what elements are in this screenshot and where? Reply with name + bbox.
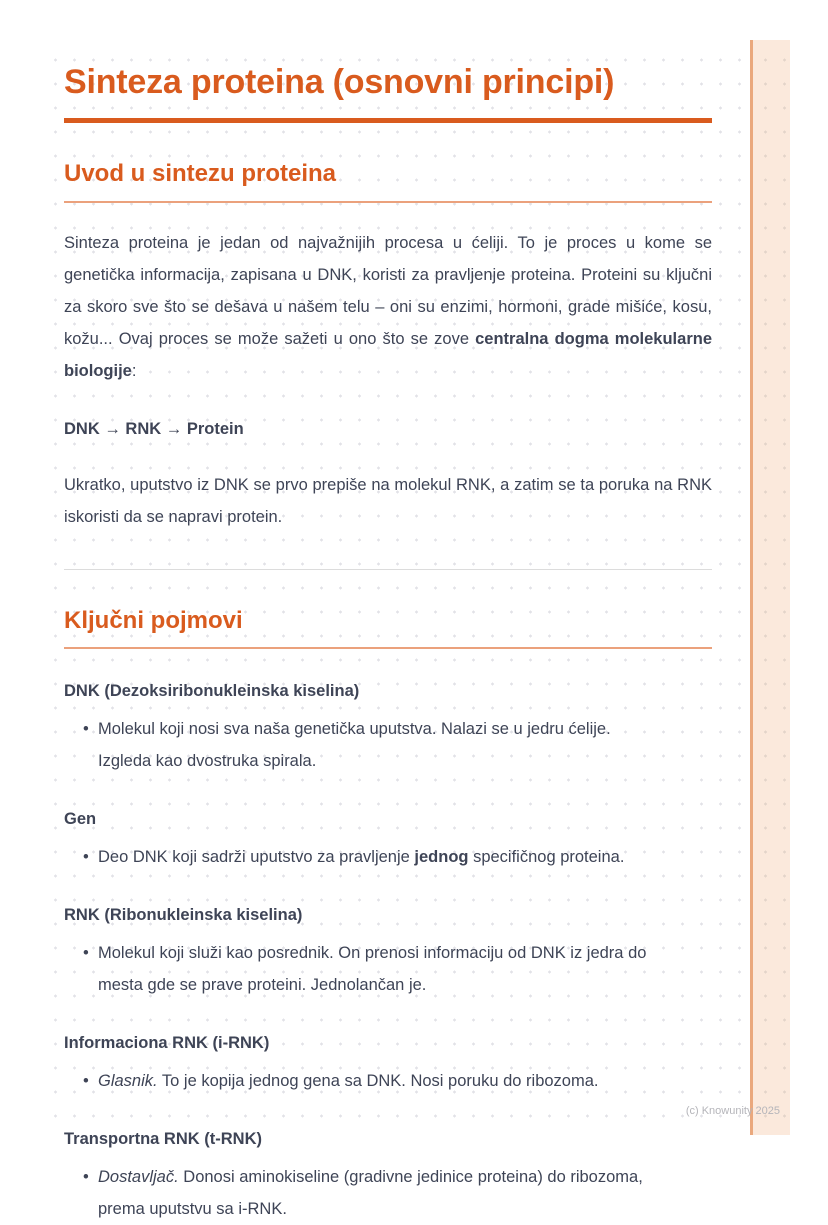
section-heading-key-terms: Ključni pojmovi [64, 606, 243, 634]
bullet-item [98, 937, 658, 1001]
central-dogma-line: DNK → RNK → Protein [64, 419, 244, 438]
intro-paragraph-text: Sinteza proteina je jedan od najvažnijih procesa u ćeliji. To je proces u kome se genetička informacija, zapisana u DNK, koristi za pravljenje proteina. Proteini su ključni za skoro sve što se dešava u našem telu – oni su enzimi, hormoni, grade mišiće, kosu, kožu... Ovaj proces se može sažeti u ono što se zove [64, 233, 712, 348]
term-bullets [64, 841, 712, 873]
bullet-italic-text: Glasnik. [98, 1071, 158, 1090]
central-dogma-term: centralna dogma molekularne biologije [64, 329, 712, 380]
bullet-text: To je kopija jednog gena sa DNK. Nosi poruku do ribozoma. [157, 1071, 599, 1090]
section-divider [64, 569, 712, 570]
section-heading-intro: Uvod u sintezu proteina [64, 160, 337, 188]
bullet-item [98, 713, 658, 777]
bullet-item [98, 1161, 658, 1225]
term-block-rnk [64, 903, 712, 1001]
term-bullets [64, 1161, 712, 1225]
bullet-text: Molekul koji služi kao posrednik. On prenosi informaciju od DNK iz jedra do mesta gde se prave proteini. Jednolančan je. [98, 943, 647, 994]
bullet-text: Donosi aminokiseline (gradivne jedinice proteina) do ribozoma, prema uputstvu sa i-RNK. [98, 1167, 643, 1218]
bullet-text: Molekul koji nosi sva naša genetička uputstva. Nalazi se u jedru ćelije. Izgleda kao dvostruka spirala. [98, 719, 611, 770]
term-block-dnk [64, 679, 712, 777]
bullet-bold-text: jednog [414, 847, 469, 866]
page-content [40, 40, 712, 1225]
intro-paragraph [64, 227, 712, 387]
document-page [40, 40, 790, 1218]
term-title: RNK (Ribonukleinska kiselina) [64, 905, 303, 924]
intro-paragraph-tail: : [131, 361, 137, 380]
footer-credit: (c) Knowunity 2025 [685, 1105, 780, 1117]
term-bullets [64, 713, 712, 777]
intro-paragraph-2: Ukratko, uputstvo iz DNK se prvo prepiše na molekul RNK, a zatim se ta poruka na RNK iskoristi da se napravi protein. [64, 475, 712, 526]
bullet-text: Deo DNK koji sadrži uputstvo za pravljenje [98, 847, 415, 866]
term-title: DNK (Dezoksiribonukleinska kiselina) [64, 681, 360, 700]
heading-underline [64, 647, 712, 649]
term-block-gen [64, 807, 712, 873]
term-bullets [64, 937, 712, 1001]
bullet-item [98, 841, 658, 873]
section-key-terms [64, 608, 712, 1225]
accent-stripe [750, 40, 790, 1135]
term-block-irnk [64, 1031, 712, 1097]
page-title: Sinteza proteina (osnovni principi) [64, 63, 615, 101]
heading-underline [64, 201, 712, 203]
term-title: Transportna RNK (t-RNK) [64, 1129, 262, 1148]
section-intro [64, 161, 712, 532]
bullet-text: specifičnog proteina. [468, 847, 625, 866]
term-title: Gen [64, 809, 97, 828]
bullet-italic-text: Dostavljač. [98, 1167, 179, 1186]
bullet-item [98, 1065, 658, 1097]
title-rule [64, 118, 712, 123]
term-block-trnk [64, 1127, 712, 1225]
term-title: Informaciona RNK (i-RNK) [64, 1033, 270, 1052]
term-bullets [64, 1065, 712, 1097]
